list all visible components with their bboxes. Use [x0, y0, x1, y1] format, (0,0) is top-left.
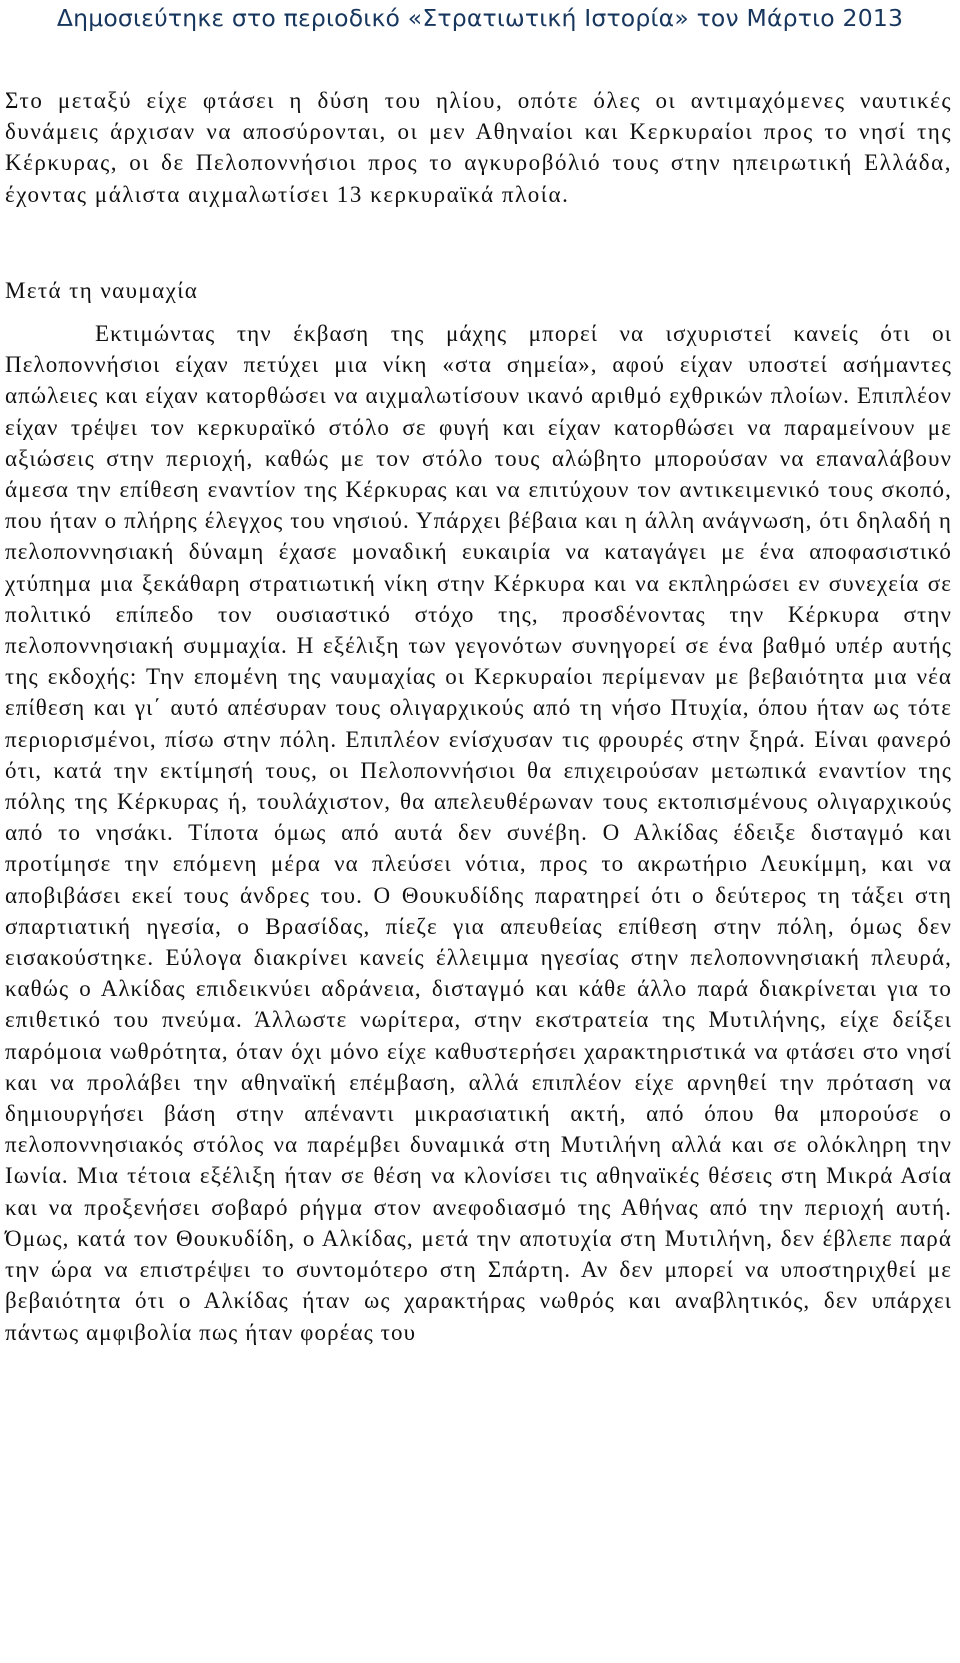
main-paragraph [5, 318, 952, 1348]
section-heading: Μετά τη ναυμαχία [5, 278, 199, 303]
running-header: Δημοσιεύτηκε στο περιοδικό «Στρατιωτική Ιστορία» τον Μάρτιο 2013 [56, 4, 904, 32]
intro-paragraph: Στο μεταξύ είχε φτάσει η δύση του ηλίου, οπότε όλες οι αντιμαχόμενες ναυτικές δυνάμεις άρχισαν να αποσύρονται, οι μεν Αθηναίοι και Κερκυραίοι προς το νησί της Κέρκυρας, οι δε Πελοποννήσιοι προς το αγκυροβόλιό τους στην ηπειρωτική Ελλάδα, έχοντας μάλιστα αιχμαλωτίσει 13 κερκυραϊκά πλοία. [5, 88, 952, 207]
main-paragraph-text: Εκτιμώντας την έκβαση της μάχης μπορεί να ισχυριστεί κανείς ότι οι Πελοποννήσιοι είχαν πετύχει μια νίκη «στα σημεία», αφού είχαν υποστεί ασήμαντες απώλειες και είχαν κατορθώσει να αιχμαλωτίσουν ικανό αριθμό εχθρικών πλοίων. Επιπλέον είχαν τρέψει τον κερκυραϊκό στόλο σε φυγή και είχαν κατορθώσει να παραμείνουν με αξιώσεις στην περιοχή, καθώς με τον στόλο τους αλώβητο μπορούσαν να επαναλάβουν άμεσα την επίθεση εναντίον της Κέρκυρας και να επιτύχουν τον αντικειμενικό τους σκοπό, που ήταν ο πλήρης έλεγχος του νησιού. Υπάρχει βέβαια και η άλλη ανάγνωση, ότι δηλαδή η πελοποννησιακή δύναμη έχασε μοναδική ευκαιρία να καταγάγει με ένα αποφασιστικό χτύπημα μια ξεκάθαρη στρατιωτική νίκη στην Κέρκυρα και να εκπληρώσει εν συνεχεία σε πολιτικό επίπεδο τον ουσιαστικό στόχο της, προσδένοντας την Κέρκυρα στην πελοποννησιακή συμμαχία. Η εξέλιξη των γεγονότων συνηγορεί σε ένα βαθμό υπέρ αυτής της εκδοχής: Την επομένη της ναυμαχίας οι Κερκυραίοι περίμεναν με βεβαιότητα μια νέα επίθεση και γι΄ αυτό απέσυραν τους ολιγαρχικούς από τη νήσο Πτυχία, όπου ήταν ως τότε περιορισμένοι, πίσω στην πόλη. Επιπλέον ενίσχυσαν τις φρουρές στην ξηρά. Είναι φανερό ότι, κατά την εκτίμησή τους, οι Πελοποννήσιοι θα επιχειρούσαν μετωπικά εναντίον της πόλης της Κέρκυρας ή, τουλάχιστον, θα απελευθέρωναν τους εκτοπισμένους ολιγαρχικούς από το νησάκι. Τίποτα όμως από αυτά δεν συνέβη. Ο Αλκίδας έδειξε δισταγμό και προτίμησε την επόμενη μέρα να πλεύσει νότια, προς το ακρωτήριο Λευκίμμη, και να αποβιβάσει εκεί τους άνδρες του. Ο Θουκυδίδης παρατηρεί ότι ο δεύτερος τη τάξει στη σπαρτιατική ηγεσία, ο Βρασίδας, πίεζε για απευθείας επίθεση στην πόλη, όμως δεν εισακούστηκε. Εύλογα διακρίνει κανείς έλλειμμα ηγεσίας στην πελοποννησιακή πλευρά, καθώς ο Αλκίδας επιδεικνύει αδράνεια, δισταγμό και κάθε άλλο παρά διακρίνεται για το επιθετικό του πνεύμα. Άλλωστε νωρίτερα, στην εκστρατεία της Μυτιλήνης, είχε δείξει παρόμοια νωθρότητα, όταν όχι μόνο είχε καθυστερήσει χαρακτηριστικά να φτάσει στο νησί και να προλάβει την αθηναϊκή επέμβαση, αλλά επιπλέον είχε αρνηθεί την πρόταση να δημιουργήσει βάση στην απέναντι μικρασιατική ακτή, από όπου θα μπορούσε ο πελοποννησιακός στόλος να παρέμβει δυναμικά στη Μυτιλήνη αλλά και σε ολόκληρη την Ιωνία. Μια τέτοια εξέλιξη ήταν σε θέση να κλονίσει τις αθηναϊκές θέσεις στη Μικρά Ασία και να προξενήσει σοβαρό ρήγμα στον ανεφοδιασμό της Αθήνας από την περιοχή αυτή. Όμως, κατά τον Θουκυδίδη, ο Αλκίδας, μετά την αποτυχία στη Μυτιλήνη, δεν έβλεπε παρά την ώρα να επιστρέψει το συντομότερο στη Σπάρτη. Αν δεν μπορεί να υποστηριχθεί με βεβαιότητα ότι ο Αλκίδας ήταν ως χαρακτήρας νωθρός και αναβλητικός, δεν υπάρχει πάντως αμφιβολία πως ήταν φορέας του [5, 321, 952, 1345]
